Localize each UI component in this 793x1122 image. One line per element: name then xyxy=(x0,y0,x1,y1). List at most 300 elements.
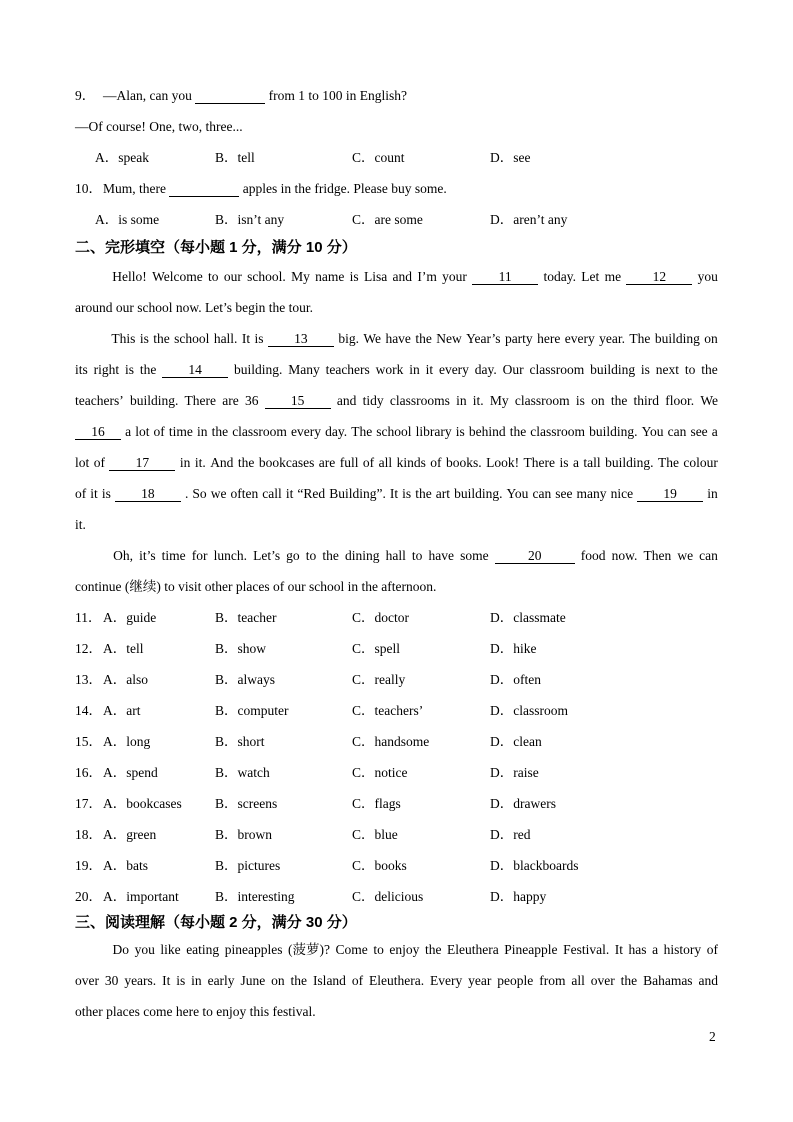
word: history xyxy=(663,942,702,957)
word: here xyxy=(537,331,561,346)
question-number: 10． xyxy=(75,181,102,196)
word: some xyxy=(460,548,489,563)
word: building. xyxy=(234,362,283,377)
word: of xyxy=(93,455,105,470)
cloze-blank-16: 16 xyxy=(75,416,121,440)
word: over xyxy=(75,973,99,988)
option-a: A．also xyxy=(103,672,148,687)
word: work xyxy=(375,362,404,377)
option-a: A．spend xyxy=(103,765,158,780)
word: The xyxy=(629,331,651,346)
cloze-blank-19: 19 xyxy=(637,478,703,502)
word: Lisa xyxy=(363,269,388,284)
word: every xyxy=(564,331,595,346)
option-b: B．pictures xyxy=(215,858,281,873)
cloze-blank-14: 14 xyxy=(162,354,228,378)
word: Hello! xyxy=(112,269,147,284)
word: a xyxy=(711,424,718,439)
word: school. xyxy=(247,269,286,284)
cloze-item-13 xyxy=(75,664,718,695)
questions-9-10 xyxy=(75,80,718,235)
word: the xyxy=(509,424,527,439)
word: a xyxy=(652,942,659,957)
word: Welcome xyxy=(152,269,203,284)
word: can xyxy=(667,424,687,439)
question-stem: 9． —Alan, can you from 1 to 100 in English? xyxy=(75,80,718,111)
word: My xyxy=(489,393,509,408)
option-c: C．spell xyxy=(352,641,401,656)
word: Year’s xyxy=(466,331,501,346)
word: on xyxy=(591,393,605,408)
word: year. xyxy=(599,331,625,346)
item-number: 17． xyxy=(75,796,102,811)
word: the xyxy=(415,331,432,346)
option-c: C．delicious xyxy=(352,889,424,904)
word: colour xyxy=(683,455,718,470)
word: the xyxy=(701,362,718,377)
word: lot xyxy=(75,455,90,470)
cloze-item-12 xyxy=(75,633,718,664)
option-d: D．blackboards xyxy=(490,858,579,873)
word: is xyxy=(559,455,569,470)
word: call xyxy=(262,486,282,501)
word: you xyxy=(134,942,155,957)
word: enjoy xyxy=(389,942,420,957)
word: its xyxy=(75,362,88,377)
option-b: B．short xyxy=(215,734,265,749)
word: years. xyxy=(124,973,157,988)
option-a: A．long xyxy=(103,734,151,749)
word: see xyxy=(555,486,573,501)
word: Oh, xyxy=(113,548,133,563)
word: books. xyxy=(446,455,482,470)
option-c: C．teachers’ xyxy=(352,703,424,718)
option-c: C．handsome xyxy=(352,734,430,749)
word: You xyxy=(641,424,664,439)
word: early xyxy=(207,973,235,988)
word: is xyxy=(402,486,412,501)
passage-line xyxy=(75,934,718,965)
word: floor. xyxy=(665,393,695,408)
item-number: 15． xyxy=(75,734,102,749)
word: art xyxy=(435,486,451,501)
word: your xyxy=(442,269,467,284)
option-d: D．happy xyxy=(490,889,547,904)
word: the xyxy=(153,331,170,346)
word: on xyxy=(271,973,285,988)
word: can xyxy=(699,548,718,563)
word: hall. xyxy=(213,331,238,346)
word: day. xyxy=(325,424,348,439)
word: Festival. xyxy=(563,942,610,957)
word: in xyxy=(456,393,467,408)
word: It xyxy=(389,486,399,501)
passage-line xyxy=(75,354,718,385)
option-b: B．interesting xyxy=(215,889,295,904)
word: to xyxy=(411,548,423,563)
word: it. xyxy=(472,393,484,408)
option-d: D．clean xyxy=(490,734,542,749)
word: a xyxy=(125,424,132,439)
word: in xyxy=(196,424,208,439)
word: our xyxy=(223,269,242,284)
word: My xyxy=(291,269,310,284)
section2-title: 二、完形填空（每小题 1 分，满分 10 分） xyxy=(75,239,357,256)
word: today. xyxy=(543,269,576,284)
word: the xyxy=(211,424,229,439)
word: We xyxy=(700,393,718,408)
option-b: B．watch xyxy=(215,765,270,780)
passage-line: other places come here to enjoy this festival. xyxy=(75,1004,316,1019)
word: Then xyxy=(643,548,672,563)
word: library xyxy=(415,424,452,439)
word: me xyxy=(604,269,622,284)
word: party xyxy=(504,331,533,346)
word: Come xyxy=(335,942,368,957)
word: like xyxy=(160,942,181,957)
word: we xyxy=(210,486,227,501)
word: to xyxy=(208,269,219,284)
word: is xyxy=(640,362,650,377)
word: the xyxy=(620,973,638,988)
answer-blank xyxy=(195,80,265,104)
option-b: B．teacher xyxy=(215,610,277,625)
word: building. xyxy=(454,486,503,501)
word: we xyxy=(677,548,694,563)
word: the xyxy=(610,393,628,408)
cloze-options-list xyxy=(75,602,718,912)
page-content xyxy=(75,80,718,1027)
word: time xyxy=(168,424,193,439)
passage-line: around our school now. Let’s begin the tour. xyxy=(75,300,313,315)
option-a: A．important xyxy=(103,889,179,904)
word: There xyxy=(523,455,556,470)
word: of xyxy=(153,424,165,439)
word: is xyxy=(575,393,585,408)
word: have xyxy=(385,331,411,346)
page-number: 2 xyxy=(709,1029,716,1044)
word: You xyxy=(506,486,529,501)
word: Island xyxy=(312,973,346,988)
word: name xyxy=(315,269,345,284)
option-b: B．screens xyxy=(215,796,278,811)
word: behind xyxy=(468,424,506,439)
word: the xyxy=(290,973,308,988)
option-c: C．blue xyxy=(352,827,398,842)
word: 30 xyxy=(104,973,119,988)
item-number: 11． xyxy=(75,610,102,625)
cloze-blank-11: 11 xyxy=(472,261,538,285)
option-d: D．red xyxy=(490,827,531,842)
passage-line xyxy=(75,478,718,509)
word: the xyxy=(139,362,157,377)
word: third xyxy=(633,393,660,408)
options-row xyxy=(75,142,718,173)
word: bookcases xyxy=(258,455,315,470)
options-row xyxy=(75,204,718,235)
passage-line: continue (继续) to visit other places of our school in the afternoon. xyxy=(75,579,437,594)
word: now. xyxy=(611,548,638,563)
cloze-blank-18: 18 xyxy=(115,478,181,502)
cloze-item-15 xyxy=(75,726,718,757)
option-b: B．show xyxy=(215,641,267,656)
option-d: D．aren’t any xyxy=(490,212,568,227)
word: a xyxy=(572,455,579,470)
word: in xyxy=(409,362,420,377)
cloze-blank-17: 17 xyxy=(109,447,175,471)
option-c: C．count xyxy=(352,150,405,165)
word: it. xyxy=(194,455,206,470)
option-c: C．flags xyxy=(352,796,401,811)
answer-blank xyxy=(169,173,239,197)
word: every xyxy=(291,424,322,439)
word: it’s xyxy=(139,548,156,563)
option-b: B．tell xyxy=(215,150,255,165)
word: We xyxy=(363,331,382,346)
word: is xyxy=(124,362,134,377)
word: is xyxy=(176,973,186,988)
option-a: A．bookcases xyxy=(103,796,182,811)
passage-line xyxy=(75,385,718,416)
word: And xyxy=(210,455,234,470)
word: of xyxy=(430,455,442,470)
word: lot xyxy=(135,424,150,439)
question-10 xyxy=(75,173,718,235)
passage-line xyxy=(75,540,718,571)
word: the xyxy=(237,455,255,470)
word: hall xyxy=(385,548,406,563)
word: tall xyxy=(583,455,601,470)
word: is xyxy=(101,486,111,501)
word: Bahamas xyxy=(643,973,693,988)
word: see xyxy=(690,424,708,439)
word: building. xyxy=(605,455,654,470)
word: tidy xyxy=(362,393,384,408)
option-a: A．art xyxy=(103,703,141,718)
word: year xyxy=(468,973,492,988)
word: from xyxy=(539,973,566,988)
word: Pineapple xyxy=(504,942,558,957)
question-9 xyxy=(75,80,718,173)
option-d: D．often xyxy=(490,672,541,687)
passage-line xyxy=(75,965,718,996)
word: to xyxy=(373,942,384,957)
passage-line xyxy=(75,447,718,478)
word: in xyxy=(707,486,718,501)
item-number: 13． xyxy=(75,672,102,687)
word: every xyxy=(438,362,469,377)
option-c: C．books xyxy=(352,858,407,873)
word: Let xyxy=(581,269,600,284)
word: It xyxy=(614,942,623,957)
option-b: B．brown xyxy=(215,827,272,842)
word: eating xyxy=(186,942,220,957)
word: have xyxy=(428,548,455,563)
word: it xyxy=(285,486,294,501)
word: full xyxy=(339,455,359,470)
option-c: C．notice xyxy=(352,765,408,780)
question-number: 9． xyxy=(75,88,96,103)
item-number: 19． xyxy=(75,858,102,873)
word: you xyxy=(697,269,718,284)
word: over xyxy=(590,973,615,988)
word: school xyxy=(174,331,210,346)
word: can xyxy=(532,486,552,501)
word: So xyxy=(192,486,207,501)
option-c: C．really xyxy=(352,672,406,687)
word: Let’s xyxy=(253,548,281,563)
word: people xyxy=(497,973,534,988)
word: the xyxy=(424,942,442,957)
cloze-item-20 xyxy=(75,881,718,912)
word: and xyxy=(392,269,413,284)
word: Many xyxy=(288,362,320,377)
word: day. xyxy=(474,362,497,377)
word: “Red xyxy=(297,486,326,501)
word: school xyxy=(376,424,412,439)
word: There xyxy=(184,393,217,408)
word: next xyxy=(655,362,680,377)
word: it xyxy=(90,486,98,501)
word: often xyxy=(230,486,259,501)
indent-spacer xyxy=(75,261,107,292)
word: has xyxy=(628,942,647,957)
word: is xyxy=(139,331,149,346)
word: The xyxy=(351,424,373,439)
word: and xyxy=(336,393,357,408)
word: Building”. xyxy=(329,486,386,501)
word: (菠萝)? xyxy=(288,942,330,957)
word: are xyxy=(318,455,336,470)
word: teachers xyxy=(325,362,370,377)
word: to xyxy=(305,548,317,563)
word: Look! xyxy=(486,455,520,470)
word: is xyxy=(254,331,264,346)
word: to xyxy=(684,362,696,377)
word: classroom xyxy=(529,362,585,377)
word: The xyxy=(657,455,679,470)
word: in xyxy=(179,455,191,470)
word: it xyxy=(425,362,434,377)
word: nice xyxy=(610,486,634,501)
word: is xyxy=(349,269,359,284)
word: the xyxy=(415,486,432,501)
indent-spacer xyxy=(75,934,107,965)
question-reply: —Of course! One, two, three... xyxy=(75,119,243,134)
word: teachers’ xyxy=(75,393,124,408)
option-a: A．tell xyxy=(103,641,144,656)
item-number: 12． xyxy=(75,641,102,656)
word: classroom xyxy=(530,424,586,439)
word: It xyxy=(162,973,171,988)
word: of xyxy=(351,973,364,988)
word: classroom xyxy=(514,393,570,408)
word: of xyxy=(706,942,718,957)
word: dining xyxy=(344,548,380,563)
word: pineapples xyxy=(224,942,283,957)
word: food xyxy=(580,548,606,563)
word: Do xyxy=(112,942,130,957)
word: 36 xyxy=(244,393,259,408)
option-d: D．raise xyxy=(490,765,539,780)
word: in xyxy=(191,973,202,988)
cloze-blank-20: 20 xyxy=(495,540,575,564)
word: building. xyxy=(589,424,638,439)
option-a: A．guide xyxy=(103,610,157,625)
option-d: D．see xyxy=(490,150,531,165)
item-number: 20． xyxy=(75,889,102,904)
section3-title: 三、阅读理解（每小题 2 分，满分 30 分） xyxy=(75,914,357,931)
word: Every xyxy=(430,973,463,988)
item-number: 18． xyxy=(75,827,102,842)
word: Our xyxy=(502,362,524,377)
word: all xyxy=(571,973,585,988)
item-number: 16． xyxy=(75,765,102,780)
word: go xyxy=(286,548,300,563)
option-b: B．computer xyxy=(215,703,289,718)
item-number: 14． xyxy=(75,703,102,718)
option-a: A．is some xyxy=(95,212,160,227)
word: building xyxy=(654,331,700,346)
indent-spacer xyxy=(75,540,107,571)
word: Eleuthera xyxy=(447,942,499,957)
question-stem: 10．Mum, there apples in the fridge. Please buy some. xyxy=(75,173,718,204)
word: big. xyxy=(338,331,359,346)
word: Eleuthera. xyxy=(369,973,425,988)
reading-passage xyxy=(75,934,718,1027)
word: for xyxy=(191,548,208,563)
word: I’m xyxy=(417,269,437,284)
option-d: D．drawers xyxy=(490,796,556,811)
word: are xyxy=(222,393,239,408)
word: is xyxy=(455,424,465,439)
cloze-blank-15: 15 xyxy=(265,385,331,409)
cloze-passage xyxy=(75,261,718,602)
option-a: A．green xyxy=(103,827,157,842)
word: classroom xyxy=(232,424,287,439)
word: of xyxy=(362,455,375,470)
cloze-blank-12: 12 xyxy=(626,261,692,285)
passage-line: it. xyxy=(75,517,86,532)
word: It xyxy=(241,331,251,346)
cloze-item-19 xyxy=(75,850,718,881)
word: June xyxy=(240,973,266,988)
cloze-item-14 xyxy=(75,695,718,726)
option-a: A．speak xyxy=(95,150,149,165)
option-c: C．doctor xyxy=(352,610,409,625)
word: the xyxy=(322,548,339,563)
word: building xyxy=(590,362,636,377)
cloze-item-11 xyxy=(75,602,718,633)
word: many xyxy=(576,486,607,501)
word: This xyxy=(111,331,136,346)
word: building. xyxy=(129,393,179,408)
word: New xyxy=(436,331,462,346)
option-d: D．classmate xyxy=(490,610,566,625)
passage-line xyxy=(75,416,718,447)
word: on xyxy=(704,331,718,346)
option-d: D．classroom xyxy=(490,703,568,718)
passage-line xyxy=(75,323,718,354)
indent-spacer xyxy=(75,323,107,354)
cloze-item-18 xyxy=(75,819,718,850)
option-d: D．hike xyxy=(490,641,537,656)
option-b: B．always xyxy=(215,672,275,687)
cloze-item-17 xyxy=(75,788,718,819)
cloze-item-16 xyxy=(75,757,718,788)
word: of xyxy=(75,486,87,501)
word: right xyxy=(93,362,120,377)
